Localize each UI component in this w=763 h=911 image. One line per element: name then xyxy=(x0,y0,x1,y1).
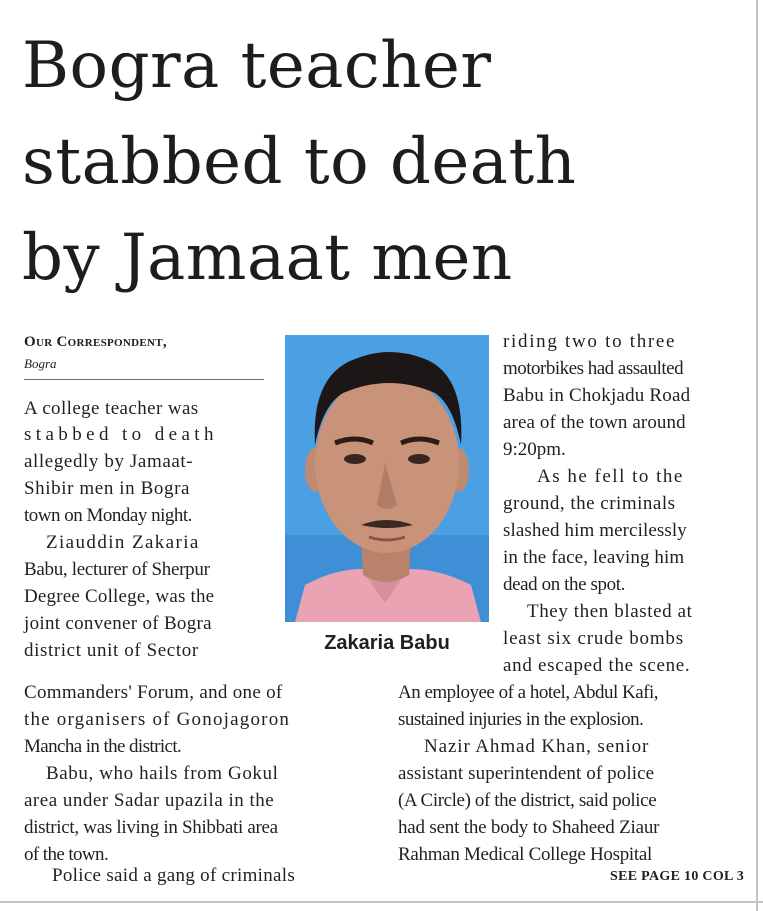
left-line: Degree College, was the xyxy=(24,586,215,607)
continued-jump-line: SEE PAGE 10 COL 3 xyxy=(610,869,744,884)
byline-place: Bogra xyxy=(24,356,57,371)
right-line: motorbikes had assaulted xyxy=(503,358,684,379)
right-bottom-line: Nazir Ahmad Khan, senior xyxy=(424,736,650,757)
left-bottom-line: Commanders' Forum, and one of xyxy=(24,682,283,703)
right-bottom-line: (A Circle) of the district, said police xyxy=(398,790,657,811)
left-line: district unit of Sector xyxy=(24,640,199,661)
photo-caption: Zakaria Babu xyxy=(324,632,450,654)
right-line: least six crude bombs xyxy=(503,628,684,649)
headline-line-3: by Jamaat men xyxy=(22,221,513,295)
right-bottom-line: An employee of a hotel, Abdul Kafi, xyxy=(398,682,659,703)
headline-line-1: Bogra teacher xyxy=(22,29,492,103)
right-line: dead on the spot. xyxy=(503,574,625,595)
left-line: Ziauddin Zakaria xyxy=(46,532,200,553)
left-line: A college teacher was xyxy=(24,398,199,419)
right-line: As he fell to the xyxy=(537,466,684,487)
right-line: and escaped the scene. xyxy=(503,655,691,676)
left-bottom-line: area under Sadar upazila in the xyxy=(24,790,275,811)
left-line: Babu, lecturer of Sherpur xyxy=(24,559,210,580)
left-bottom-line: Police said a gang of criminals xyxy=(52,865,296,886)
left-bottom-line: of the town. xyxy=(24,844,109,865)
left-bottom-line: Mancha in the district. xyxy=(24,736,182,757)
portrait-photo xyxy=(285,335,489,622)
right-line: slashed him mercilessly xyxy=(503,520,687,541)
byline-divider xyxy=(24,379,264,380)
right-line: ground, the criminals xyxy=(503,493,676,514)
page-edge-bottom xyxy=(0,901,763,903)
page-edge-right xyxy=(756,0,758,911)
right-line: Babu in Chokjadu Road xyxy=(503,385,691,406)
right-line: riding two to three xyxy=(503,331,677,352)
headline-line-2: stabbed to death xyxy=(22,125,577,199)
left-line: Shibir men in Bogra xyxy=(24,478,191,499)
left-line: stabbed to death xyxy=(24,424,218,445)
headline xyxy=(22,18,752,306)
left-line: joint convener of Bogra xyxy=(24,613,212,634)
right-line: in the face, leaving him xyxy=(503,547,685,568)
right-line: They then blasted at xyxy=(527,601,693,622)
right-bottom-line: had sent the body to Shaheed Ziaur xyxy=(398,817,660,838)
left-bottom-line: district, was living in Shibbati area xyxy=(24,817,278,838)
portrait-image xyxy=(285,335,489,622)
left-line: town on Monday night. xyxy=(24,505,192,526)
right-bottom-line: Rahman Medical College Hospital xyxy=(398,844,653,865)
right-line: area of the town around xyxy=(503,412,686,433)
right-line: 9:20pm. xyxy=(503,439,566,460)
left-bottom-line: Babu, who hails from Gokul xyxy=(46,763,279,784)
right-bottom-line: sustained injuries in the explosion. xyxy=(398,709,644,730)
byline-name: Our Correspondent, xyxy=(24,334,167,350)
left-bottom-line: the organisers of Gonojagoron xyxy=(24,709,291,730)
left-line: allegedly by Jamaat- xyxy=(24,451,194,472)
right-bottom-line: assistant superintendent of police xyxy=(398,763,655,784)
